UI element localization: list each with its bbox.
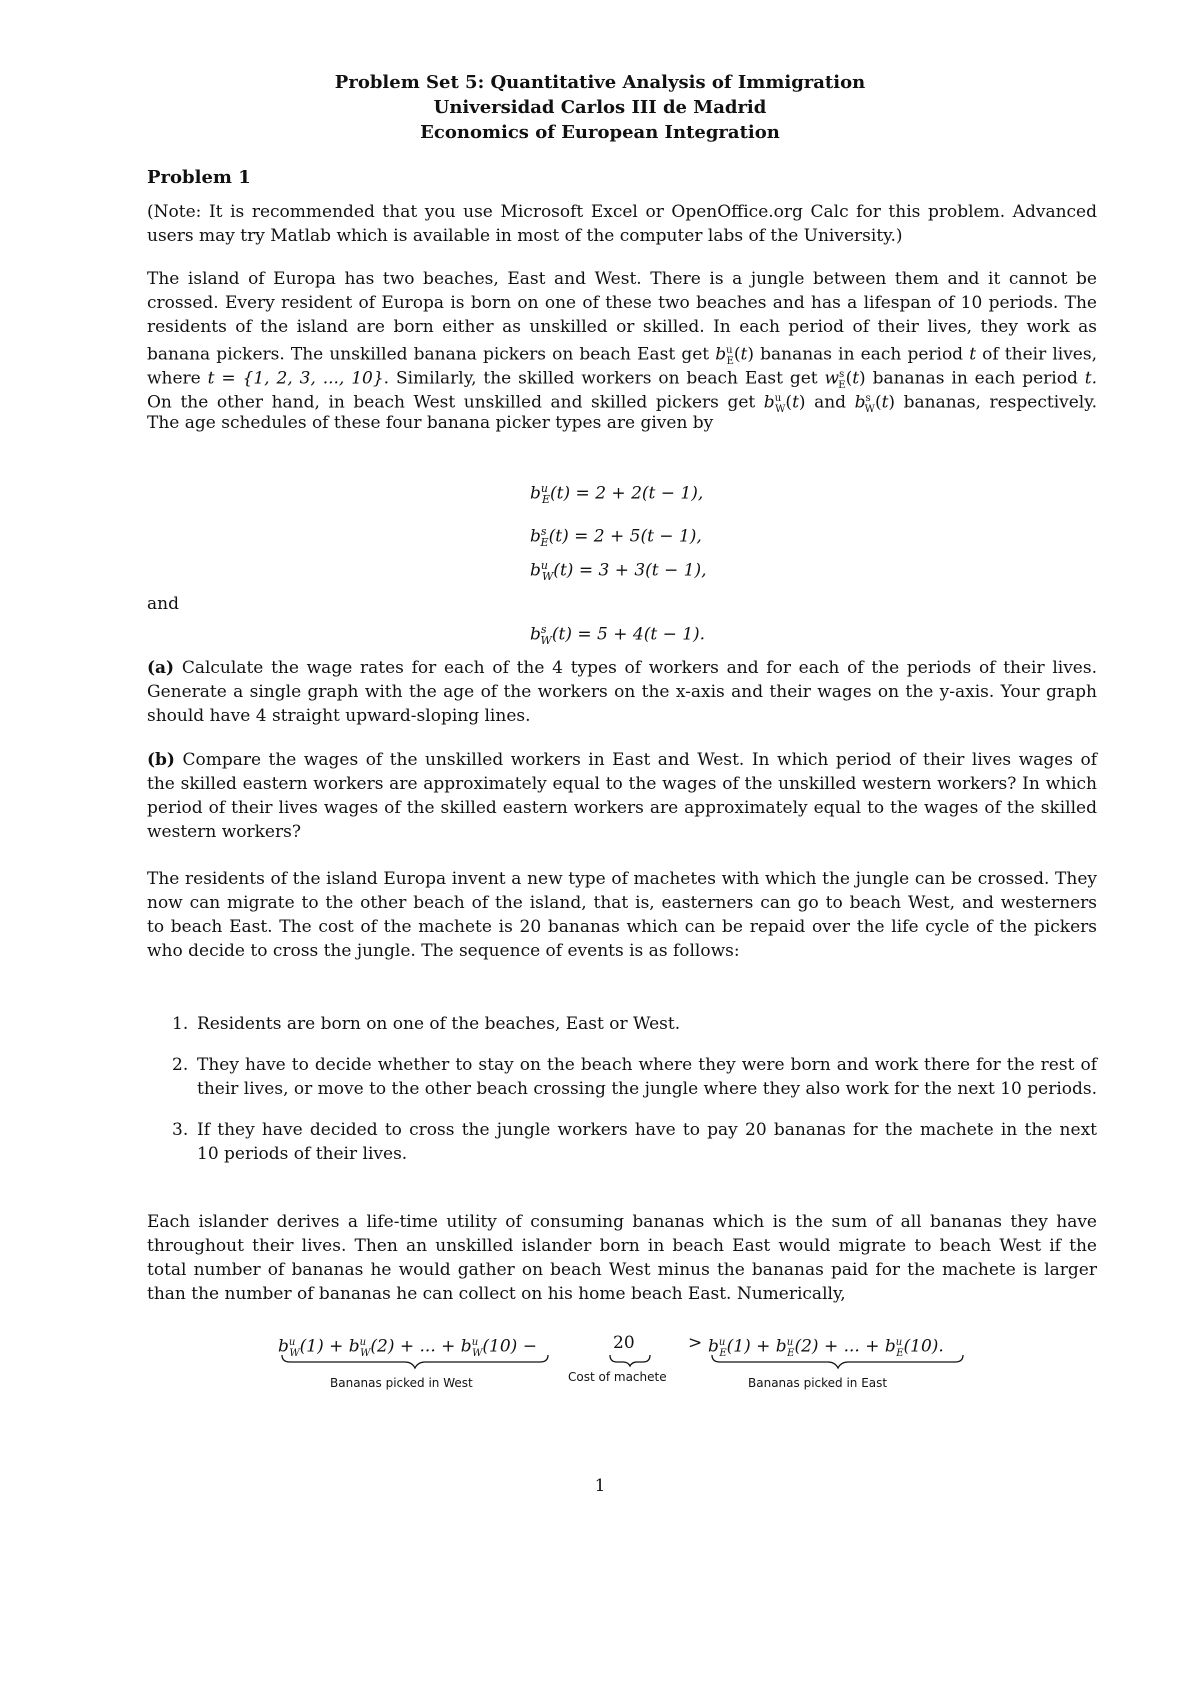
part-a-label: (a) bbox=[147, 658, 175, 678]
cost-brace-label: Cost of machete bbox=[568, 1370, 667, 1384]
intro-line: On the other hand, in beach West unskilled and skilled pickers get $b^u_W(t)$ and $b^s_W(t)$ bananas, respectively. bbox=[147, 392, 1097, 416]
west-brace-label: Bananas picked in West bbox=[330, 1376, 473, 1390]
utility-line: total number of bananas he would gather on beach West minus the bananas paid for the machete is larger bbox=[147, 1260, 1097, 1280]
and-text: and bbox=[147, 594, 179, 614]
machete-cost: 20 bbox=[613, 1333, 635, 1353]
intro-line: crossed. Every resident of Europa is born on one of these two beaches and has a lifespan of 10 periods. The bbox=[147, 293, 1097, 313]
page-number: 1 bbox=[594, 1476, 606, 1496]
equation-east-unskilled: $b^u_E(t) = 2 + 2(t - 1)$, bbox=[530, 482, 704, 507]
utility-line: Each islander derives a life-time utility of consuming bananas which is the sum of all bananas they have bbox=[147, 1212, 1097, 1232]
intro-line: where t = {1, 2, 3, ..., 10}. Similarly, the skilled workers on beach East get $w^s_E(t)$ bananas in each period t. bbox=[147, 368, 1098, 392]
intro-line: banana pickers. The unskilled banana pickers on beach East get $b^u_E(t)$ bananas in each period t of their lives, bbox=[147, 344, 1097, 368]
note-line: users may try Matlab which is available in most of the computer labs of the University.) bbox=[147, 226, 903, 246]
list-number: 3. bbox=[172, 1120, 189, 1140]
part-a-line: (a) Calculate the wage rates for each of the 4 types of workers and for each of the periods of their lives. bbox=[147, 658, 1097, 678]
east-brace-label: Bananas picked in East bbox=[748, 1376, 888, 1390]
intro-line: The age schedules of these four banana picker types are given by bbox=[147, 413, 714, 433]
note-line: (Note: It is recommended that you use Microsoft Excel or OpenOffice.org Calc for this problem. Advanced bbox=[147, 202, 1097, 222]
east-sum-expression: $b^u_E(1) + b^u_E(2)$ + ... + $b^u_E(10)$. bbox=[708, 1336, 944, 1360]
equation-west-unskilled: $b^u_W(t) = 3 + 3(t - 1)$, bbox=[530, 559, 707, 584]
part-b-line: (b) Compare the wages of the unskilled workers in East and West. In which period of their lives wages of bbox=[147, 750, 1097, 770]
machete-line: to beach East. The cost of the machete is 20 bananas which can be repaid over the life cycle of the pickers bbox=[147, 917, 1097, 937]
university-name: Universidad Carlos III de Madrid bbox=[433, 97, 767, 118]
equation-west-skilled: $b^s_W(t) = 5 + 4(t - 1)$. bbox=[530, 623, 706, 648]
list-text: They have to decide whether to stay on the beach where they were born and work there for the rest of their lives, or move to the other beach crossing the jungle where they also work for the next 10 periods. bbox=[197, 1055, 1098, 1099]
utility-line: throughout their lives. Then an unskilled islander born in beach East would migrate to beach West if the bbox=[147, 1236, 1097, 1256]
problem-heading: Problem 1 bbox=[147, 167, 251, 188]
equation-east-skilled: $b^s_E(t) = 2 + 5(t - 1)$, bbox=[530, 525, 702, 550]
part-b-line: period of their lives wages of the skilled eastern workers are approximately equal to the wages of the skilled bbox=[147, 798, 1097, 818]
machete-line: now can migrate to the other beach of the island, that is, easterners can go to beach West, and westerners bbox=[147, 893, 1097, 913]
list-number: 1. bbox=[172, 1014, 189, 1034]
part-a-line: Generate a single graph with the age of the workers on the x-axis and their wages on the y-axis. Your graph bbox=[147, 682, 1097, 702]
list-number: 2. bbox=[172, 1055, 189, 1075]
doc-title: Problem Set 5: Quantitative Analysis of Immigration bbox=[334, 72, 866, 93]
machete-line: The residents of the island Europa invent a new type of machetes with which the jungle can be crossed. They bbox=[147, 869, 1097, 889]
machete-line: who decide to cross the jungle. The sequence of events is as follows: bbox=[147, 941, 740, 961]
list-text: If they have decided to cross the jungle workers have to pay 20 bananas for the machete in the next 10 periods of their lives. bbox=[197, 1120, 1097, 1164]
part-b-line: the skilled eastern workers are approximately equal to the wages of the unskilled western workers? In which bbox=[147, 774, 1097, 794]
part-a-line: should have 4 straight upward-sloping lines. bbox=[147, 706, 531, 726]
utility-line: than the number of bananas he can collect on his home beach East. Numerically, bbox=[147, 1284, 846, 1304]
intro-line: The island of Europa has two beaches, East and West. There is a jungle between them and it cannot be bbox=[147, 269, 1097, 289]
east-underbrace bbox=[712, 1355, 963, 1368]
west-sum-expression: $b^u_W(1) + b^u_W(2)$ + ... + $b^u_W(10)$ − bbox=[278, 1336, 537, 1360]
part-b-line: western workers? bbox=[147, 822, 301, 842]
west-underbrace bbox=[282, 1355, 548, 1368]
list-text: Residents are born on one of the beaches, East or West. bbox=[197, 1014, 681, 1034]
part-b-label: (b) bbox=[147, 750, 175, 770]
greater-than-sign: > bbox=[688, 1333, 703, 1353]
course-name: Economics of European Integration bbox=[420, 122, 780, 143]
intro-line: residents of the island are born either as unskilled or skilled. In each period of their lives, they work as bbox=[147, 317, 1097, 337]
